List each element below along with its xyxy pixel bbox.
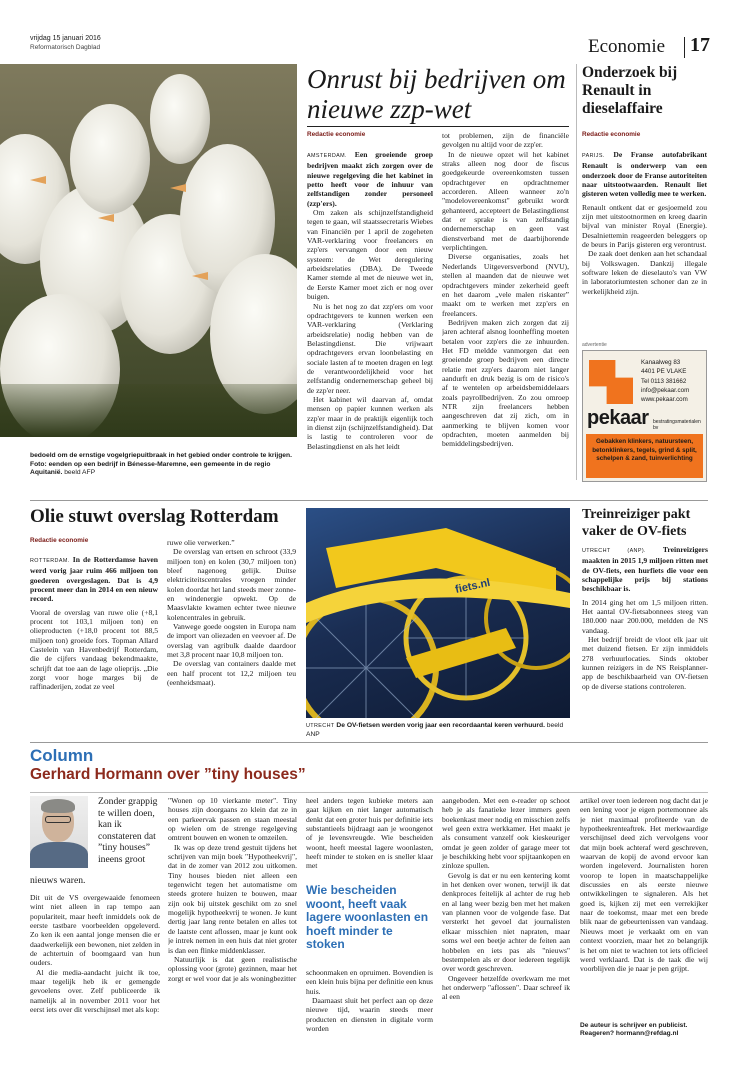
lead-paragraph: Om zaken als schijnzelfstandigheid tegen te gaan, wil staatssecretaris Wiebes van Financiën per 1 april de zogeheten VAR-verklaring voor freelancers en zzp'ers vervangen door een nieuw systeem: de Wet deregulering arbeidsrelaties (DBA). De Tweede Kamer stemde al met de nieuwe wet in, de Eerste Kamer moet zich er nog over buigen.: [307, 208, 433, 302]
advertisement[interactable]: [582, 350, 707, 482]
column-pull-quote: Wie bescheiden woont, heeft vaak lagere woonlasten en hoeft minder te stoken: [306, 883, 429, 952]
bike-caption-credit: beeld ANP: [306, 722, 564, 738]
portrait-hair: [41, 799, 75, 813]
column-paragraph: Ongeveer hetzelfde overkwam me met het onderwerp "aflossen". Daar schreef ik al een: [442, 973, 570, 1002]
ovfiets-paragraph: In 2014 ging het om 1,5 miljoen ritten. Het aantal OV-fietsabonnees steeg van 180.000 naar 200.000, meldden de NS vandaag.: [582, 597, 708, 635]
lead-byline: Redactie economie: [307, 131, 366, 138]
column-paragraph: artikel over toen iedereen nog dacht dat je een lening voor je eigen portemonnee als je niet maximaal profiteerde van de hypotheekrenteaftrek. Het merkwaardige verschijnsel deed zich vervolgens voor dat mijn boek achteraf werd geschreven, waarvan de kopij de avond ervoor kan worden ingeleverd. Journalisten horen voorop te lopen in maatschappelijke discussies en als eerste nieuwe ontwikkelingen te signaleren. Als het goed is, kijken zij met een verrekijker naar de toekomst, maar met een brede blik naar de gebeurtenissen van vandaag. Nieuws moet je verkaakt om en van context voorzien, maar het zo belangrijk is het om niet te wachten tot iets officieel werd verklaard. Dat is de taak die wij voorblijven die je naar je pen grijpt.: [580, 796, 708, 974]
rotterdam-dateline: ROTTERDAM.: [30, 558, 70, 564]
column-author-note: De auteur is schrijver en publicist. Reageren? hormann@refdag.nl: [580, 1022, 688, 1038]
lead-headline-rule: [307, 126, 569, 127]
ovfiets-paragraph: Het bedrijf breidt de vloot elk jaar uit met duizend fietsen. Er zijn inmiddels 278 verhuurlocaties. Sinds oktober kunnen reizigers in de NS Reisplanner-app de beschikbaarheid van OV-fietsen op de diverse stations controleren.: [582, 635, 708, 691]
column-body-3: [306, 796, 433, 880]
duck-beak: [30, 176, 46, 184]
rotterdam-intro: In de Rotterdamse haven werd vorig jaar ruim 466 miljoen ton goederen overgeslagen. Dat is 4,9 procent meer dan in 2014 en een nieuw record.: [30, 555, 158, 604]
column-label: Column: [30, 746, 94, 765]
column-paragraph: "Wonen op 10 vierkante meter". Tiny houses zijn doorgaans zo klein dat ze in een parkeervak passen en staan meestal op wielen om de strenge regelgeving omtrent bouwen en wonen te omzeilen.: [168, 796, 297, 843]
ovfiets-headline: Treinreiziger pakt vaker de OV-fiets: [582, 507, 691, 539]
ovfiets-dateline: UTRECHT (ANP).: [582, 548, 646, 554]
section-title: Economie: [588, 36, 666, 57]
column-rule: [30, 742, 708, 743]
column-paragraph: Natuurlijk is dat geen realistische oplossing voor (grote) gezinnen, maar het zorgt er wel voor dat je als woningbezitter: [168, 954, 297, 983]
duck-caption: [30, 452, 292, 478]
bike-caption: [306, 722, 570, 739]
column-paragraph: Al die media-aandacht juicht ik toe, maar tegelijk heb ik er gemengde gevoelens over. Zelf publiceerde ik namelijk al in november 2011 voor het eerst iets over dit verschijnsel met als kop:: [30, 967, 160, 1015]
rotterdam-paragraph: De overslag van containers daalde met een half procent tot 12,2 miljoen teu (eenheidsmaat).: [167, 659, 296, 688]
duck-beak: [192, 272, 208, 280]
duck-caption-text: bedoeld om de ernstige vogelgriepuitbraak in het gebied onder controle te krijgen. Foto: eenden op een bedrijf in Bénesse-Maremne, een gemeente in de regio Aquitanië.: [30, 452, 292, 477]
column-body-3b: [306, 968, 433, 1048]
ad-logo-mark: [589, 360, 633, 404]
renault-dateline: PARIJS.: [582, 153, 605, 159]
lead-paragraph: Nu is het nog zo dat zzp'ers om voor opdrachtgevers te kunnen werken een VAR-verklaring (Verklaring arbeidsrelatie) nodig hebben van de Belastingdienst. Die vrijwaart opdrachtgevers ervan loonbelasting en sociale lasten af te moeten dragen en legt de verantwoordelijkheid voor het zelfstandig ondernemerschap geheel bij de zzp'er neer.: [307, 301, 433, 395]
renault-divider: [576, 64, 577, 480]
grass: [0, 384, 297, 437]
ad-brand: pekaar: [587, 407, 649, 429]
rotterdam-column-1: [30, 555, 158, 730]
bike-photo: [306, 508, 570, 718]
column-paragraph: Gevolg is dat er nu een kentering komt in het denken over wonen, terwijl ik dat denkproces feitelijk al achter de rug heb en al lang weer bezig ben met het maken van plannen voor de volgende fase. Dat versterkt het gevoel dat journalisten elkaar misschien niet napraten, maar soms wel een beetje achter de feiten aan hobbelen en iets pas als "nieuws" bestempelen als er door iedereen tegelijk over wordt geschreven.: [442, 870, 570, 974]
duck-caption-credit: beeld AFP: [64, 469, 96, 477]
duck-shape: [150, 74, 210, 164]
section-rule: [30, 500, 708, 501]
column-body-1: [30, 893, 160, 1043]
column-paragraph: Daarnaast sluit het perfect aan op deze nieuwe tijd, waarin steeds meer producten en diensten in digitale vorm worden: [306, 996, 433, 1034]
author-portrait: [30, 796, 88, 868]
portrait-shoulders: [30, 842, 88, 868]
ad-address1: Kanaalweg 83: [641, 359, 681, 366]
lead-paragraph: In de nieuwe opzet wil het kabinet straks alleen nog door de fiscus goedgekeurde overeenkomsten tussen opdrachtgever en opdrachtnemer accorderen. Alleen wanneer zo'n "modelovereenkomst" gebruikt wordt gehanteerd, accepteert de Belastingdienst dat er sprake is van zelfstandig ondernemerschap en geen vast dienstverband met de daarbijhorende verplichtingen.: [442, 149, 569, 253]
column-body-5: [580, 796, 708, 1018]
bike-caption-kicker: UTRECHT: [306, 723, 335, 729]
duck-beak: [170, 184, 186, 192]
ad-phone: Tel 0113 381662: [641, 378, 687, 385]
masthead-paper: Reformatorisch Dagblad: [30, 44, 101, 51]
lead-column-1: [307, 150, 433, 450]
column-paragraph: aangeboden. Met een e-reader op schoot heb je als fanatieke lezer immers geen boekenkast meer nodig en misschien zelfs wel geen extra werkkamer. Het maakt je als consument vanzelf ook kieskeuriger omdat je geen zolder of garage meer tot je beschikking hebt voor spijtaankopen en zinloze spullen.: [442, 796, 570, 871]
ovfiets-body: [582, 545, 708, 735]
masthead-date: vrijdag 15 januari 2016: [30, 35, 101, 42]
ad-web: www.pekaar.com: [641, 396, 688, 403]
ad-slogan: Gebakken klinkers, natuursteen, betonklinkers, tegels, grind & split, schelpen & zand, tuinverlichting: [586, 434, 703, 478]
renault-headline: Onderzoek bij Renault in dieselaffaire: [582, 64, 678, 117]
rotterdam-paragraph: Vanwege goede oogsten in Europa nam de import van oliezaden en veevoer af. De overslag van agribulk daalde daardoor met 3,8 procent naar 10,8 miljoen ton.: [167, 622, 296, 660]
column-paragraph: heel anders tegen kubieke meters aan gaat kijken en niet langer automatisch denkt dat een groter huis per definitie iets substantieels bijdraagt aan je woongenot of je levensvreugde. Wie bescheiden woont, heeft meestal lagere woonlasten, heeft minder te stoken en is sneller klaar met: [306, 796, 433, 871]
column-dropin-end: nieuws waren.: [30, 875, 86, 886]
bike-illustration: [306, 508, 570, 718]
lead-headline: Onrust bij bedrijven om nieuwe zzp-wet: [307, 64, 566, 124]
bike-caption-text: De OV-fietsen werden vorig jaar een recordaantal keren verhuurd.: [336, 722, 545, 729]
renault-body: [582, 150, 707, 330]
lead-dateline: AMSTERDAM.: [307, 153, 347, 159]
lead-paragraph: Diverse organisaties, zoals het Nederlands Uitgeversverbond (NVU), stellen al maanden dat de nieuwe wet opdrachtgevers minder zekerheid geeft en het daarom „vele malen riskanter” maakt om te werken met zzp'ers en freelancers.: [442, 252, 569, 318]
column-paragraph: schoonmaken en opruimen. Bovendien is een klein huis bijna per definitie een knus huis.: [306, 968, 433, 996]
lead-paragraph: tot problemen, zijn de financiële gevolgen nu altijd voor de zzp'er.: [442, 131, 569, 150]
column-paragraph: Ik was op deze trend gestuit tijdens het schrijven van mijn boek "Hypotheekvrij", dat in de zomer van 2012 zou uitkomen. Tiny houses bieden niet alleen een tegenwicht tegen het automatisme om steeds grotere huizen te bouwen, maar zijn ook bij uitstek geschikt om zo snel mogelijk hypotheekvrij te wonen. Je kunt dertig jaar lang rente betalen en alles tot de laatste cent aflossen, maar je kunt ook je intrek nemen in een huis dat niet groter is dan een flinke middenklasser.: [168, 842, 297, 955]
renault-paragraph: Renault ontkent dat er gesjoemeld zou zijn met uitstootnormen en kreeg daarin bijval van minister Royal (Energie). Desalniettemin reageerden beleggers op de beurs in Parijs gisteren erg verontrust.: [582, 202, 707, 250]
column-paragraph: Dit uit de VS overgewaaide fenomeen wint niet alleen in rap tempo aan populariteit, maar heeft inmiddels ook de eerste tastbare voorbeelden opgeleverd. Zo ken ik een aantal jonge mensen die er daadwerkelijk een bewonen, niet zelden in de achtertuin of boomgaard van hun ouders.: [30, 893, 160, 968]
renault-byline: Redactie economie: [582, 131, 641, 138]
ad-label: advertentie: [582, 342, 607, 348]
lead-paragraph: Het kabinet wil daarvan af, omdat mensen op papier kunnen werken als zzp'er maar in de praktijk eigenlijk toch in dienst zijn (schijnzelfstandigheid). Dat is lastig te controleren voor de Belastingdienst en als het leidt: [307, 394, 433, 450]
ovfiets-intro: Treinreizigers maakten in 2015 1,9 miljoen ritten met de OV-fiets, een hurfiets die voor een schappelijke prijs bij stations beschikbaar is.: [582, 545, 708, 594]
column-body-2: [168, 796, 297, 1046]
masthead-divider: [684, 37, 685, 58]
rotterdam-headline: Olie stuwt overslag Rotterdam: [30, 506, 279, 527]
ad-tagline: bestratingsmaterialen bv: [653, 419, 701, 431]
column-body-4: [442, 796, 570, 1046]
portrait-glasses: [45, 816, 71, 823]
duck-beak: [98, 214, 114, 222]
lead-paragraph: Bedrijven maken zich zorgen dat zij jaren achteraf alsnog loonheffing moeten betalen voor zzp'ers die ze inhuurden. Het FD meldde vanmorgen dat een groeiende groep bedrijven een directe relatie met zzp'ers daarom niet langer aandurft en druk bezig is om de risico's af te wentelen op arbeidsbemiddelaars zoals payrollbedrijven. Zo zou omroep NTR zijn freelancers hebben aangeschreven dat zij zich, om in aanmerking te blijven komen voor opdrachten, moeten aanmelden bij bemiddelingsbedrijven.: [442, 317, 569, 449]
column-headline-rule: [30, 792, 708, 793]
rotterdam-paragraph: ruwe olie verwerken.”: [167, 538, 235, 547]
rotterdam-paragraph: Vooral de overslag van ruwe olie (+8,1 procent tot 103,1 miljoen ton) en olieproducten (+18,0 procent tot 88,5 miljoen ton) groeide fors. Topman Allard Castelein van Havenbedrijf Rotterdam, die de cijfers vandaag bekendmaakte, schrijft dat toe aan de lage olieprijs. „Die zorgt voor hoge marges bij de raffinaderijen, zodat ze veel: [30, 607, 158, 692]
rotterdam-column-2: [167, 538, 296, 728]
column-dropin: Zonder grappig te willen doen, kan ik constateren dat ”tiny houses” ineens groot: [98, 796, 158, 865]
ad-address2: 4401 PE VLAKE: [641, 368, 687, 375]
rotterdam-paragraph: De overslag van ertsen en schroot (33,9 miljoen ton) en kolen (30,7 miljoen ton) bleef nagenoeg gelijk. Duitse elektriciteitscentrales vroegen minder kolen doordat het land steeds meer zonne- en windenergie opwekt. Op de Maasvlakte kwamen echter twee nieuwe kolencentrales in gebruik.: [167, 547, 296, 622]
bike-frame-text: fiets.nl: [454, 576, 492, 596]
renault-paragraph: De zaak doet denken aan het schandaal bij Volkswagen. Dankzij illegale software leken de dieselauto's van VW in laboratoriumtesten schoner dan ze in werkelijkheid zijn.: [582, 249, 707, 296]
page-number: 17: [690, 34, 710, 56]
column-headline: Gerhard Hormann over ”tiny houses”: [30, 766, 306, 783]
ad-email: info@pekaar.com: [641, 387, 690, 394]
duck-shape: [70, 104, 150, 214]
lead-column-2: [442, 131, 569, 481]
duck-photo: [0, 64, 297, 437]
renault-intro: De Franse autofabrikant Renault is onderwerp van een onderzoek door de Franse autoriteiten naar uitstootwaarden. Renault liet gisteren weten volledig mee te werken.: [582, 150, 707, 199]
rotterdam-byline: Redactie economie: [30, 537, 89, 544]
lead-intro: Een groeiende groep bedrijven maakt zich zorgen over de nieuwe regelgeving die het kabinet in petto heeft voor de inhuur van zelfstandigen zonder personeel (zzp'ers).: [307, 150, 433, 208]
